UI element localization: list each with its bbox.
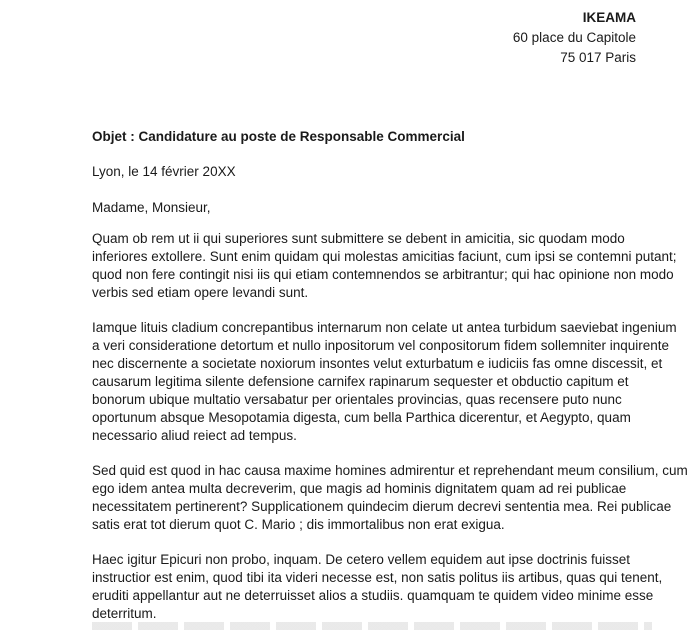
recipient-name: IKEAMA xyxy=(582,10,636,25)
cut-off-text-line xyxy=(92,622,652,630)
paragraph-line: bonorum ubique multatio versabatur per orientales provincias, quas recensere puto nunc xyxy=(92,392,622,407)
paragraph-line: quod non fere contingit nisi iis qui etiam contemnendos se arbitrantur; qui hac opinione non modo xyxy=(92,267,674,282)
paragraph-line: Sed quid est quod in hac causa maxime homines admirentur et reprehendant meum consilium, cum xyxy=(92,463,688,478)
letter-subject: Objet : Candidature au poste de Responsable Commercial xyxy=(92,129,465,144)
paragraph-line: instructior est enim, quod tibi ita videri necesse est, non satis politus iis artibus, quas qui tenent, xyxy=(92,570,663,585)
paragraph-line: deterritum. xyxy=(92,606,157,621)
paragraph-line: Quam ob rem ut ii qui superiores sunt submittere se debent in amicitia, sic quodam modo xyxy=(92,231,625,246)
body-paragraph-1 xyxy=(92,230,677,302)
paragraph-line: Haec igitur Epicuri non probo, inquam. De cetero vellem equidem aut ipse doctrinis fuisset xyxy=(92,552,631,567)
paragraph-line: necessario aliud reiect ad tempus. xyxy=(92,428,297,443)
paragraph-line: inferiores extollere. Sunt enim quidam qui molestas amicitias faciunt, cum ipsi se contemni putant; xyxy=(92,249,677,264)
paragraph-line: necessitatem pertinerent? Supplicationem quindecim dierum decrevi sententia mea. Rei publicae xyxy=(92,499,672,514)
paragraph-line: eruditi appellantur aut ne deterruisset alios a studiis. quamquam te quidem video minime esse xyxy=(92,588,654,603)
paragraph-line: causarum legitima silente defensione carnifex rapinarum sequester et obductio capitum et xyxy=(92,374,629,389)
letter-body xyxy=(92,230,688,630)
paragraph-line: ego idem antea multa decreverim, que magis ad hominis dignitatem quam ad rei publicae xyxy=(92,481,627,496)
recipient-street: 60 place du Capitole xyxy=(512,30,636,45)
body-paragraph-4 xyxy=(92,551,663,623)
paragraph-line: nec discernente a societate noxiorum insontes velut exturbatum e iudiciis fas omne discessit, et xyxy=(92,356,663,371)
recipient-address-block xyxy=(513,8,636,68)
paragraph-line: Iamque lituis cladium concrepantibus internarum non celate ut antea turbidum saeviebat ingenium xyxy=(92,320,677,335)
recipient-city: 75 017 Paris xyxy=(560,50,636,65)
paragraph-line: oportunum absque Mesopotamia digesta, cum bella Parthica dicerentur, et Aegypto, quam xyxy=(92,410,631,425)
body-paragraph-2 xyxy=(92,319,677,445)
paragraph-line: a veri consideratione detortum et nullo inpositorum vel conpositorum fidem sollemniter inquirente xyxy=(92,338,670,353)
salutation: Madame, Monsieur, xyxy=(92,200,211,215)
body-paragraph-3 xyxy=(92,462,688,534)
paragraph-line: verbis sed etiam opere levandi sunt. xyxy=(92,285,309,300)
place-and-date: Lyon, le 14 février 20XX xyxy=(92,164,236,179)
paragraph-line: satis erat tot dierum quot C. Mario ; dis immortalibus non erat exigua. xyxy=(92,517,505,532)
